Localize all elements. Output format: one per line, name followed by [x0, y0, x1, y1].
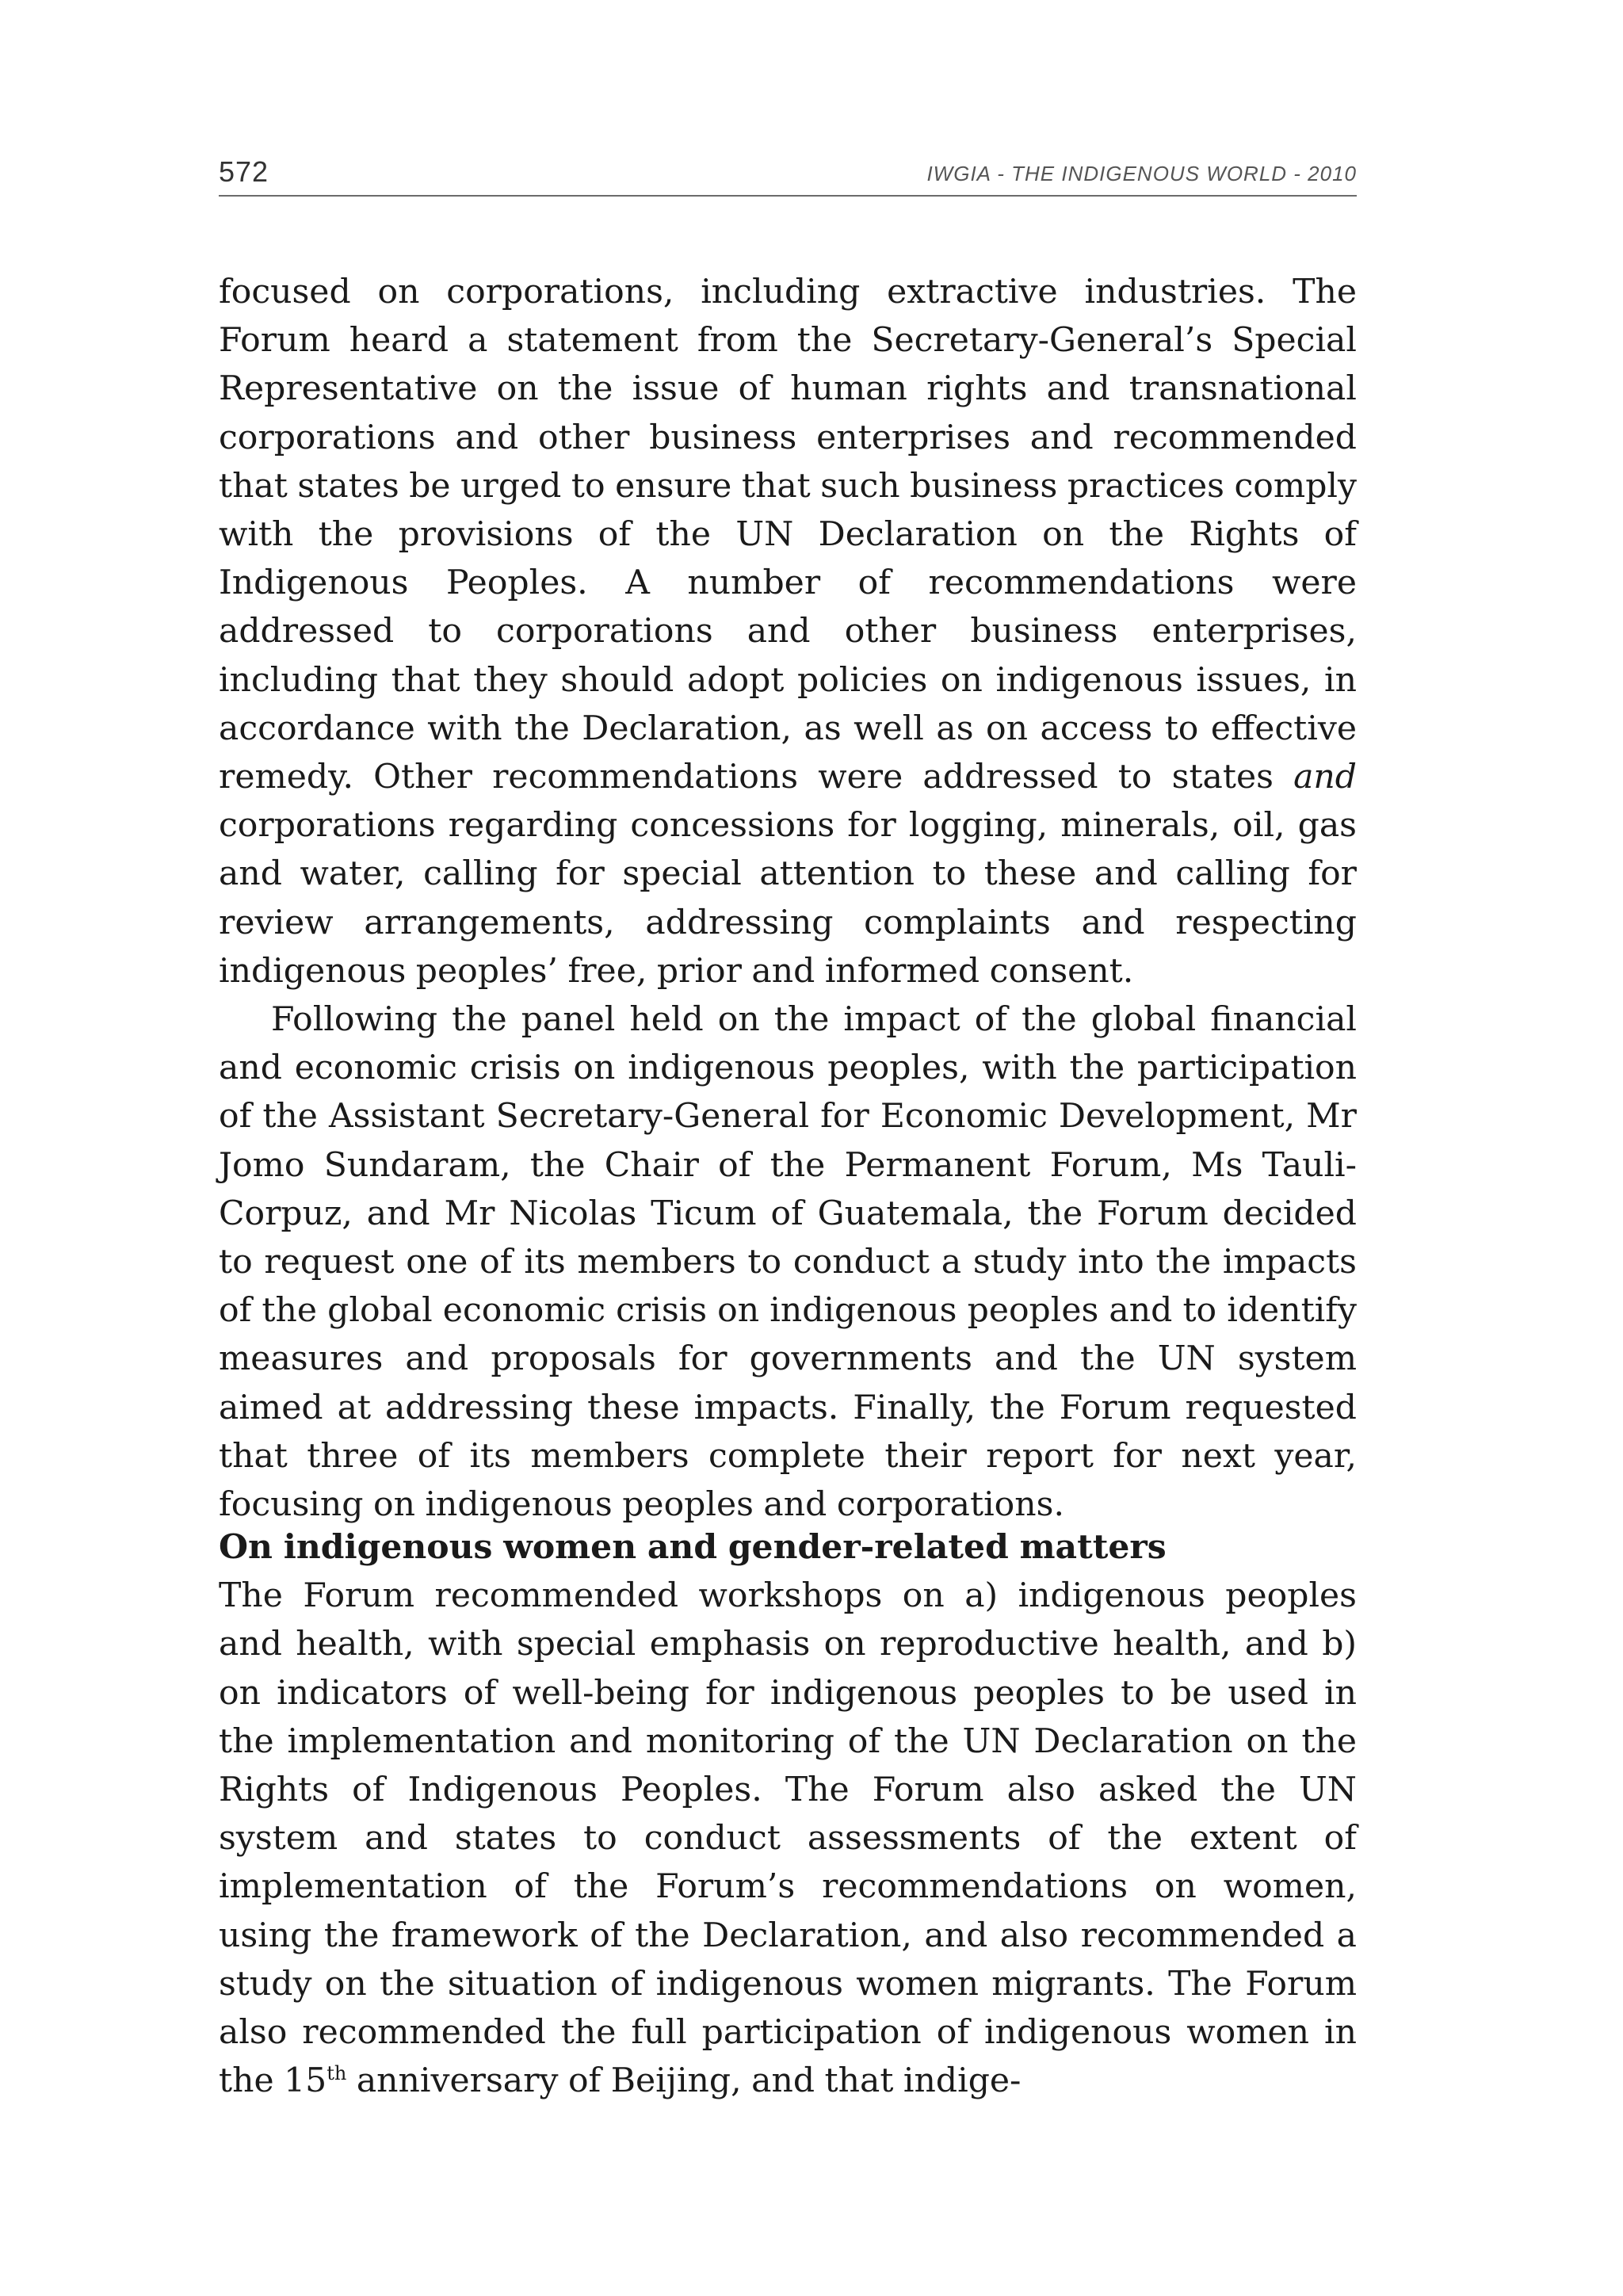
- paragraph-corporations: [219, 268, 1357, 995]
- paragraph-text: focused on corporations, including extractive industries. The Forum heard a statement from the Secretary-General’s Special Representative on the issue of human rights and transnational corporations and other business enterprises and recommended that states be urged to ensure that such business practices comply with the provisions of the UN Declaration on the Rights of Indigenous Peoples. A number of recommendations were addressed to corporations and other business enterprises, including that they should adopt policies on indigenous issues, in accordance with the Declaration, as well as on access to effective remedy. Other recommendations were addressed to states: [219, 273, 1357, 797]
- paragraph-women: [219, 1572, 1357, 2105]
- paragraph-text: The Forum recommended workshops on a) indigenous peoples and health, with special emphasis on reproductive health, and b) on indicators of well-being for indigenous peoples to be used in the implementation and monitoring of the UN Declaration on the Rights of Indigenous Peoples. The Forum also asked the UN system and states to conduct assessments of the extent of implementation of the Forum’s recommendations on women, using the framework of the Declaration, and also recommended a study on the situation of indigenous women migrants. The Forum also recommended the full participation of indigenous women in the 15: [219, 1576, 1357, 2101]
- italic-emphasis: and: [1293, 758, 1357, 797]
- section-indigenous-women: [219, 1523, 1357, 2105]
- running-header: [219, 151, 1357, 197]
- ordinal-superscript: th: [327, 2062, 347, 2085]
- running-title: IWGIA - THE INDIGENOUS WORLD - 2010: [926, 162, 1357, 185]
- paragraph-text-continued: corporations regarding concessions for logging, minerals, oil, gas and water, calling for special attention to these and calling for review arrangements, addressing complaints and respecting indigenous peoples’ free, prior and informed consent.: [219, 806, 1357, 991]
- section-corporations: [219, 268, 1357, 1529]
- paragraph-text-continued: anniversary of Beijing, and that indige-: [346, 2061, 1022, 2101]
- paragraph-economic-crisis: Following the panel held on the impact of the global financial and economic crisis on indigenous peoples, with the participation of the Assistant Secretary-General for Economic Development, Mr Jomo Sundaram, the Chair of the Permanent Forum, Ms Tauli-Corpuz, and Mr Nicolas Ticum of Guatemala, the Forum decided to request one of its members to conduct a study into the impacts of the global economic crisis on indigenous peoples and to identify measures and proposals for governments and the UN system aimed at addressing these impacts. Finally, the Forum requested that three of its members complete their report for next year, focusing on indigenous peoples and corporations.: [219, 1000, 1357, 1525]
- page-number: 572: [219, 155, 269, 188]
- section-heading: On indigenous women and gender-related matters: [219, 1527, 1167, 1567]
